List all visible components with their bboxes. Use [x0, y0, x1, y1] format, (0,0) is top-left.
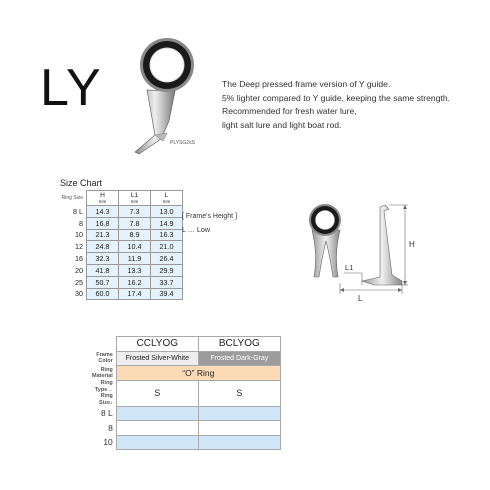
variants-table [92, 336, 281, 450]
ring-size-cell: 30 [55, 288, 87, 300]
description-line: 5% lighter compared to Y guide, keeping the same strength. [222, 92, 451, 103]
variant-cell [198, 406, 280, 421]
size-value-l1: 7.3 [119, 206, 151, 218]
size-row [55, 229, 183, 241]
size-value-l1: 7.8 [119, 217, 151, 229]
ring-size-cell: 8 L [55, 206, 87, 218]
size-row [55, 253, 183, 265]
ring-size-cell: 12 [55, 241, 87, 253]
l-low-note: L … Low [182, 225, 211, 234]
size-row [55, 288, 183, 300]
dimension-diagram [292, 195, 432, 305]
column-header-h: H mm [87, 191, 119, 206]
ring-size-header: Ring Size [55, 191, 87, 206]
ring-material-label: Ring Material [92, 366, 113, 379]
variant-cell [116, 421, 198, 436]
frame-color-darkgray: Frosted Dark-Gray [198, 351, 280, 366]
ring-size-cell: 20 [55, 264, 87, 276]
size-value-l: 33.7 [151, 276, 183, 288]
frame-color-silver: Frosted Silver-White [116, 351, 198, 366]
frame-height-note: [ Frame's Height ] [182, 213, 238, 220]
ring-size-cell: 8 [55, 217, 87, 229]
product-image-caption: PLYSG2sS [170, 140, 195, 146]
description-line: light salt lure and light boat rod. [222, 119, 342, 130]
size-row [55, 241, 183, 253]
variant-size-label: 8 L [100, 408, 113, 419]
column-header-l: L mm [151, 191, 183, 206]
variant-size-label: 8 [108, 422, 113, 433]
size-chart-table [55, 190, 183, 300]
size-value-h: 24.8 [87, 241, 119, 253]
size-row [55, 264, 183, 276]
variant-cell [116, 406, 198, 421]
size-value-h: 50.7 [87, 276, 119, 288]
size-chart-title: Size Chart [60, 178, 103, 188]
size-value-l: 13.0 [151, 206, 183, 218]
size-value-l1: 16.2 [119, 276, 151, 288]
size-value-l: 21.0 [151, 241, 183, 253]
size-value-l1: 11.9 [119, 253, 151, 265]
size-value-l: 26.4 [151, 253, 183, 265]
ring-type-cclyog: S [116, 380, 198, 406]
size-value-h: 32.3 [87, 253, 119, 265]
variant-cell [198, 435, 280, 450]
size-value-l: 14.9 [151, 217, 183, 229]
size-value-l: 29.9 [151, 264, 183, 276]
diagram-label-l1: L1 [345, 263, 354, 272]
size-value-l: 16.3 [151, 229, 183, 241]
size-row [55, 206, 183, 218]
variant-model-cclyog: CCLYOG [116, 337, 198, 352]
variant-model-bclyog: BCLYOG [198, 337, 280, 352]
size-value-l1: 13.3 [119, 264, 151, 276]
product-description [222, 78, 450, 132]
description-line: Recommended for fresh water lure, [222, 106, 357, 116]
diagram-label-l: L [358, 294, 363, 303]
column-header-l1: L1 mm [119, 191, 151, 206]
size-value-l1: 17.4 [119, 288, 151, 300]
variant-cell [198, 421, 280, 436]
size-value-l1: 10.4 [119, 241, 151, 253]
size-value-h: 60.0 [87, 288, 119, 300]
frame-color-label: Frame Color [96, 352, 113, 365]
description-line: The Deep pressed frame version of Y guide. [222, 79, 391, 89]
variant-size-label: 10 [103, 437, 113, 448]
size-value-l1: 8.9 [119, 229, 151, 241]
size-value-h: 16.8 [87, 217, 119, 229]
ring-type-size-label: Ring Type→ Ring Size↓ [94, 380, 113, 406]
diagram-label-h: H [409, 240, 415, 249]
ring-material-value: “O” Ring [116, 366, 280, 381]
size-value-h: 14.3 [87, 206, 119, 218]
ring-type-bclyog: S [198, 380, 280, 406]
ring-size-cell: 16 [55, 253, 87, 265]
size-value-h: 41.8 [87, 264, 119, 276]
ring-size-cell: 10 [55, 229, 87, 241]
size-value-l: 39.4 [151, 288, 183, 300]
size-row [55, 276, 183, 288]
size-value-h: 21.3 [87, 229, 119, 241]
model-title: LY [40, 59, 102, 117]
size-row [55, 217, 183, 229]
size-chart-body [55, 206, 183, 300]
ring-size-cell: 25 [55, 276, 87, 288]
variant-cell [116, 435, 198, 450]
